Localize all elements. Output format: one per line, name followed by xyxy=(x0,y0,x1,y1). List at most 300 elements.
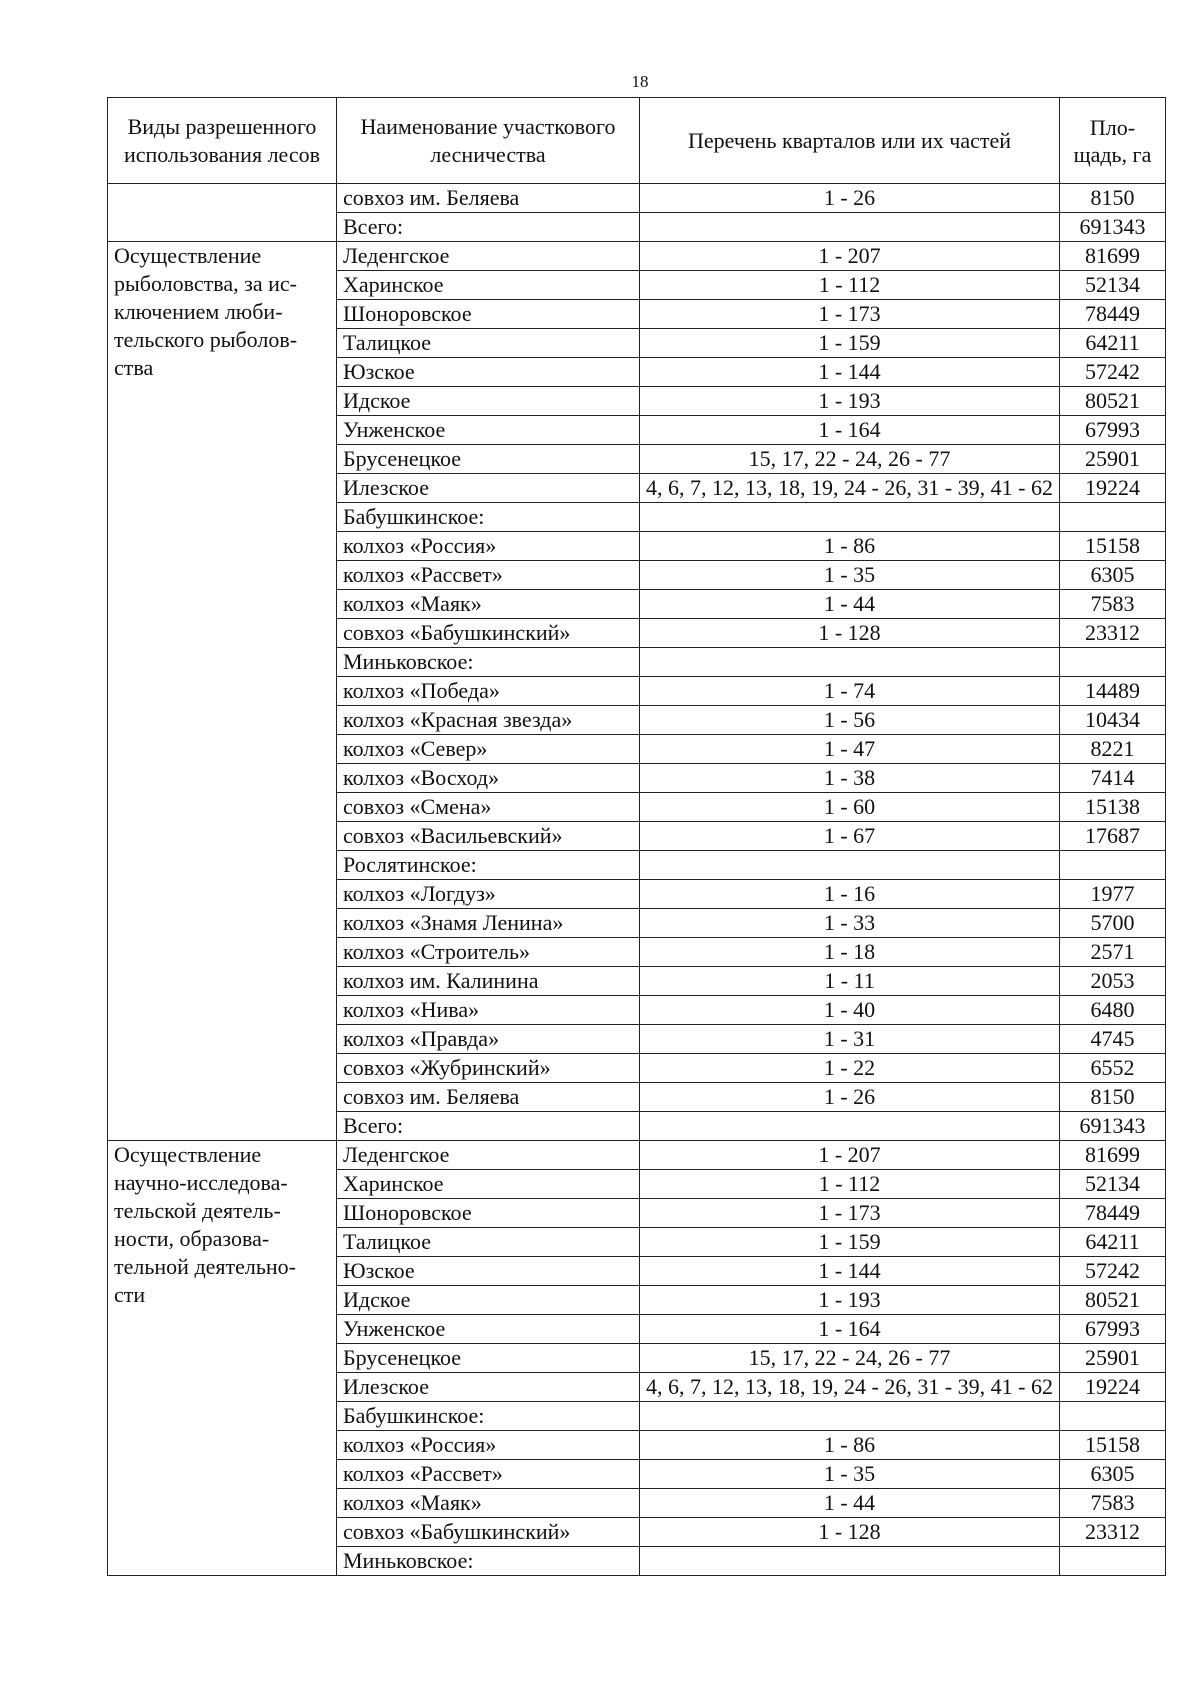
area-text: 2571 xyxy=(1090,939,1135,964)
forestry-name-text: колхоз «Рассвет» xyxy=(343,1461,503,1486)
area-cell xyxy=(1060,590,1166,619)
area-text: 691343 xyxy=(1079,214,1146,239)
area-cell xyxy=(1060,1112,1166,1141)
forestry-name-text: Илезское xyxy=(343,475,429,500)
forestry-name-text: Харинское xyxy=(343,272,444,297)
quarters-text: 1 - 44 xyxy=(823,591,876,616)
area-text: 14489 xyxy=(1085,678,1140,703)
area-cell xyxy=(1060,706,1166,735)
area-text: 7583 xyxy=(1090,1490,1135,1515)
quarters-text: 1 - 35 xyxy=(823,562,876,587)
quarters-text: 1 - 31 xyxy=(823,1026,876,1051)
quarters-text: 15, 17, 22 - 24, 26 - 77 xyxy=(748,446,951,471)
area-cell xyxy=(1060,213,1166,242)
quarters-text: 1 - 112 xyxy=(818,1171,881,1196)
area-cell xyxy=(1060,1199,1166,1228)
quarters-text: 4, 6, 7, 12, 13, 18, 19, 24 - 26, 31 - 39, 41 - 62 xyxy=(646,475,1053,500)
quarters-cell xyxy=(640,1054,1060,1083)
quarters-cell xyxy=(640,967,1060,996)
quarters-cell xyxy=(640,1083,1060,1112)
quarters-text: 1 - 164 xyxy=(818,1316,881,1341)
quarters-text: 1 - 60 xyxy=(823,794,876,819)
quarters-cell xyxy=(640,503,1060,532)
quarters-cell xyxy=(640,271,1060,300)
forestry-name-cell xyxy=(337,1315,640,1344)
area-cell xyxy=(1060,1489,1166,1518)
quarters-cell xyxy=(640,822,1060,851)
forestry-name-cell xyxy=(337,271,640,300)
quarters-text: 1 - 67 xyxy=(823,823,876,848)
quarters-cell xyxy=(640,619,1060,648)
forestry-name-text: Миньковское: xyxy=(343,649,474,674)
area-text: 10434 xyxy=(1085,707,1140,732)
forestry-name-cell xyxy=(337,851,640,880)
area-cell xyxy=(1060,677,1166,706)
quarters-text: 1 - 164 xyxy=(818,417,881,442)
forestry-name-cell xyxy=(337,1373,640,1402)
area-text: 81699 xyxy=(1085,1142,1140,1167)
use-type-line: Осуществление xyxy=(114,243,262,268)
use-type-line: Осуществление xyxy=(114,1142,262,1167)
forestry-name-text: колхоз «Восход» xyxy=(343,765,500,790)
quarters-text: 1 - 159 xyxy=(818,330,881,355)
quarters-cell xyxy=(640,1344,1060,1373)
quarters-cell xyxy=(640,1489,1060,1518)
forestry-name-text: колхоз им. Калинина xyxy=(343,968,539,993)
forestry-name-text: совхоз «Смена» xyxy=(343,794,492,819)
use-type-line: сти xyxy=(114,1282,146,1307)
forestry-name-cell xyxy=(337,184,640,213)
area-text: 6305 xyxy=(1090,1461,1135,1486)
area-text: 2053 xyxy=(1090,968,1135,993)
forestry-name-cell xyxy=(337,1286,640,1315)
table-row xyxy=(108,184,1166,213)
area-text: 15158 xyxy=(1085,1432,1140,1457)
forestry-name-text: совхоз им. Беляева xyxy=(343,185,520,210)
use-type-line: рыболовства, за ис- xyxy=(114,271,297,296)
area-text: 52134 xyxy=(1085,1171,1140,1196)
quarters-cell xyxy=(640,706,1060,735)
forestry-name-text: колхоз «Правда» xyxy=(343,1026,500,1051)
quarters-cell xyxy=(640,1547,1060,1576)
use-type-line: тельской деятель- xyxy=(114,1198,281,1223)
header-forestry: Наименование участкового лесничества xyxy=(337,98,640,184)
area-text: 15158 xyxy=(1085,533,1140,558)
forestry-name-cell xyxy=(337,822,640,851)
area-cell xyxy=(1060,532,1166,561)
area-cell xyxy=(1060,1228,1166,1257)
quarters-cell xyxy=(640,851,1060,880)
forestry-name-cell xyxy=(337,474,640,503)
forestry-name-text: колхоз «Россия» xyxy=(343,533,497,558)
forestry-name-text: колхоз «Маяк» xyxy=(343,1490,482,1515)
forestry-name-text: Унженское xyxy=(343,1316,446,1341)
table-row xyxy=(108,242,1166,271)
area-text: 64211 xyxy=(1085,330,1140,355)
quarters-cell xyxy=(640,938,1060,967)
forestry-name-cell xyxy=(337,1460,640,1489)
forestry-name-text: Талицкое xyxy=(343,330,431,355)
area-cell xyxy=(1060,1460,1166,1489)
quarters-cell xyxy=(640,1199,1060,1228)
quarters-cell xyxy=(640,648,1060,677)
forestry-name-cell xyxy=(337,1228,640,1257)
quarters-cell xyxy=(640,1518,1060,1547)
forestry-name-text: колхоз «Знамя Ленина» xyxy=(343,910,564,935)
quarters-cell xyxy=(640,300,1060,329)
forestry-name-text: колхоз «Север» xyxy=(343,736,488,761)
area-cell xyxy=(1060,1547,1166,1576)
quarters-cell xyxy=(640,358,1060,387)
forestry-name-text: колхоз «Рассвет» xyxy=(343,562,503,587)
area-text: 7414 xyxy=(1090,765,1135,790)
quarters-cell xyxy=(640,735,1060,764)
area-text: 78449 xyxy=(1085,301,1140,326)
area-cell xyxy=(1060,1518,1166,1547)
area-cell xyxy=(1060,793,1166,822)
quarters-cell xyxy=(640,909,1060,938)
area-text: 6480 xyxy=(1090,997,1135,1022)
forestry-name-text: колхоз «Красная звезда» xyxy=(343,707,573,732)
quarters-cell xyxy=(640,532,1060,561)
area-text: 81699 xyxy=(1085,243,1140,268)
quarters-text: 1 - 56 xyxy=(823,707,876,732)
forestry-name-cell xyxy=(337,445,640,474)
forestry-name-text: Всего: xyxy=(343,1113,404,1138)
forestry-name-cell xyxy=(337,503,640,532)
forestry-name-text: совхоз «Бабушкинский» xyxy=(343,620,571,645)
forestry-name-text: совхоз «Васильевский» xyxy=(343,823,563,848)
area-text: 5700 xyxy=(1090,910,1135,935)
quarters-text: 1 - 193 xyxy=(818,1287,881,1312)
area-text: 19224 xyxy=(1085,1374,1140,1399)
forestry-name-text: колхоз «Победа» xyxy=(343,678,500,703)
forestry-name-text: Талицкое xyxy=(343,1229,431,1254)
header-quarters: Перечень кварталов или их частей xyxy=(640,98,1060,184)
area-cell xyxy=(1060,1083,1166,1112)
forestry-name-text: колхоз «Нива» xyxy=(343,997,480,1022)
use-type-line: научно-исследова- xyxy=(114,1170,288,1195)
forestry-name-text: колхоз «Маяк» xyxy=(343,591,482,616)
quarters-text: 1 - 16 xyxy=(823,881,876,906)
quarters-text: 1 - 112 xyxy=(818,272,881,297)
quarters-text: 1 - 86 xyxy=(823,533,876,558)
quarters-text: 1 - 193 xyxy=(818,388,881,413)
area-cell xyxy=(1060,851,1166,880)
quarters-text: 1 - 173 xyxy=(818,1200,881,1225)
forestry-name-text: колхоз «Логдуз» xyxy=(343,881,496,906)
area-text: 67993 xyxy=(1085,417,1140,442)
quarters-text: 1 - 144 xyxy=(818,359,881,384)
quarters-cell xyxy=(640,764,1060,793)
quarters-cell xyxy=(640,474,1060,503)
quarters-cell xyxy=(640,1025,1060,1054)
area-cell xyxy=(1060,1054,1166,1083)
quarters-text: 1 - 26 xyxy=(823,185,876,210)
forestry-name-text: Идское xyxy=(343,1287,411,1312)
quarters-text: 1 - 33 xyxy=(823,910,876,935)
quarters-text: 1 - 40 xyxy=(823,997,876,1022)
forestry-name-cell xyxy=(337,1402,640,1431)
quarters-text: 1 - 26 xyxy=(823,1084,876,1109)
quarters-cell xyxy=(640,1402,1060,1431)
use-type-line: ства xyxy=(114,355,154,380)
area-cell xyxy=(1060,648,1166,677)
quarters-text: 1 - 38 xyxy=(823,765,876,790)
quarters-cell xyxy=(640,184,1060,213)
area-text: 57242 xyxy=(1085,359,1140,384)
forestry-name-cell xyxy=(337,1257,640,1286)
forestry-name-text: совхоз «Бабушкинский» xyxy=(343,1519,571,1544)
forestry-name-cell xyxy=(337,996,640,1025)
quarters-text: 1 - 128 xyxy=(818,1519,881,1544)
forestry-name-cell xyxy=(337,619,640,648)
forestry-name-text: Илезское xyxy=(343,1374,429,1399)
forestry-name-cell xyxy=(337,1489,640,1518)
area-text: 52134 xyxy=(1085,272,1140,297)
area-cell xyxy=(1060,1257,1166,1286)
area-cell xyxy=(1060,329,1166,358)
area-cell xyxy=(1060,561,1166,590)
use-type-cell xyxy=(108,184,337,242)
use-type-cell xyxy=(108,1141,337,1576)
area-cell xyxy=(1060,445,1166,474)
forestry-name-cell xyxy=(337,1170,640,1199)
quarters-cell xyxy=(640,880,1060,909)
quarters-text: 1 - 74 xyxy=(823,678,876,703)
quarters-cell xyxy=(640,445,1060,474)
forestry-name-cell xyxy=(337,532,640,561)
area-text: 6552 xyxy=(1090,1055,1135,1080)
quarters-cell xyxy=(640,416,1060,445)
forestry-name-text: Унженское xyxy=(343,417,446,442)
header-area: Пло-щадь, га xyxy=(1060,98,1166,184)
quarters-text: 1 - 35 xyxy=(823,1461,876,1486)
forestry-name-text: Миньковское: xyxy=(343,1548,474,1573)
area-text: 78449 xyxy=(1085,1200,1140,1225)
area-cell xyxy=(1060,880,1166,909)
forestry-name-cell xyxy=(337,1141,640,1170)
area-cell xyxy=(1060,1315,1166,1344)
use-type-line: ности, образова- xyxy=(114,1226,270,1251)
area-text: 25901 xyxy=(1085,446,1140,471)
forestry-name-cell xyxy=(337,1199,640,1228)
quarters-cell xyxy=(640,1257,1060,1286)
forestry-name-text: Брусенецкое xyxy=(343,446,462,471)
forestry-name-cell xyxy=(337,967,640,996)
forestry-name-cell xyxy=(337,329,640,358)
quarters-text: 1 - 47 xyxy=(823,736,876,761)
forestry-name-text: Харинское xyxy=(343,1171,444,1196)
forestry-name-text: Рослятинское: xyxy=(343,852,477,877)
area-text: 17687 xyxy=(1085,823,1140,848)
quarters-text: 1 - 44 xyxy=(823,1490,876,1515)
quarters-cell xyxy=(640,1286,1060,1315)
forestry-name-cell xyxy=(337,1431,640,1460)
forestry-name-text: Шоноровское xyxy=(343,1200,472,1225)
forestry-name-cell xyxy=(337,590,640,619)
use-type-line: ключением люби- xyxy=(114,299,283,324)
area-cell xyxy=(1060,1025,1166,1054)
forestry-name-cell xyxy=(337,300,640,329)
area-text: 23312 xyxy=(1085,620,1140,645)
area-text: 67993 xyxy=(1085,1316,1140,1341)
forestry-name-text: колхоз «Россия» xyxy=(343,1432,497,1457)
forestry-name-cell xyxy=(337,880,640,909)
quarters-text: 1 - 11 xyxy=(824,968,875,993)
quarters-text: 1 - 207 xyxy=(818,1142,881,1167)
area-cell xyxy=(1060,1141,1166,1170)
quarters-cell xyxy=(640,1141,1060,1170)
area-cell xyxy=(1060,764,1166,793)
area-text: 6305 xyxy=(1090,562,1135,587)
forestry-name-cell xyxy=(337,648,640,677)
area-cell xyxy=(1060,242,1166,271)
area-cell xyxy=(1060,1431,1166,1460)
area-cell xyxy=(1060,300,1166,329)
forestry-name-text: Леденгское xyxy=(343,1142,450,1167)
forestry-name-cell xyxy=(337,1054,640,1083)
page-number: 18 xyxy=(631,72,649,91)
forestry-name-text: Брусенецкое xyxy=(343,1345,462,1370)
area-cell xyxy=(1060,822,1166,851)
area-cell xyxy=(1060,1402,1166,1431)
forestry-name-cell xyxy=(337,242,640,271)
area-cell xyxy=(1060,184,1166,213)
forestry-name-cell xyxy=(337,793,640,822)
forestry-name-text: Леденгское xyxy=(343,243,450,268)
forestry-name-cell xyxy=(337,416,640,445)
forestry-name-text: колхоз «Строитель» xyxy=(343,939,531,964)
forestry-name-cell xyxy=(337,387,640,416)
area-cell xyxy=(1060,996,1166,1025)
quarters-cell xyxy=(640,1228,1060,1257)
forestry-name-text: Юзское xyxy=(343,1258,415,1283)
area-cell xyxy=(1060,1286,1166,1315)
area-text: 57242 xyxy=(1085,1258,1140,1283)
forestry-name-cell xyxy=(337,1518,640,1547)
area-cell xyxy=(1060,1170,1166,1199)
area-text: 64211 xyxy=(1085,1229,1140,1254)
area-text: 25901 xyxy=(1085,1345,1140,1370)
quarters-cell xyxy=(640,1170,1060,1199)
area-cell xyxy=(1060,967,1166,996)
area-cell xyxy=(1060,1344,1166,1373)
area-cell xyxy=(1060,909,1166,938)
forestry-name-cell xyxy=(337,1025,640,1054)
area-text: 691343 xyxy=(1079,1113,1146,1138)
forestry-name-cell xyxy=(337,1083,640,1112)
forestry-name-text: Идское xyxy=(343,388,411,413)
quarters-cell xyxy=(640,1373,1060,1402)
quarters-text: 15, 17, 22 - 24, 26 - 77 xyxy=(748,1345,951,1370)
quarters-cell xyxy=(640,213,1060,242)
quarters-cell xyxy=(640,677,1060,706)
quarters-cell xyxy=(640,387,1060,416)
quarters-text: 1 - 173 xyxy=(818,301,881,326)
area-text: 7583 xyxy=(1090,591,1135,616)
area-text: 8150 xyxy=(1090,1084,1135,1109)
area-cell xyxy=(1060,387,1166,416)
quarters-text: 1 - 207 xyxy=(818,243,881,268)
area-text: 80521 xyxy=(1085,388,1140,413)
area-text: 19224 xyxy=(1085,475,1140,500)
quarters-cell xyxy=(640,1112,1060,1141)
table-row xyxy=(108,1141,1166,1170)
forestry-name-cell xyxy=(337,938,640,967)
area-text: 8150 xyxy=(1090,185,1135,210)
area-text: 1977 xyxy=(1090,881,1135,906)
area-cell xyxy=(1060,358,1166,387)
area-cell xyxy=(1060,619,1166,648)
use-type-cell xyxy=(108,242,337,1141)
area-text: 23312 xyxy=(1085,1519,1140,1544)
forestry-name-text: Бабушкинское: xyxy=(343,504,485,529)
area-cell xyxy=(1060,938,1166,967)
quarters-cell xyxy=(640,793,1060,822)
quarters-text: 1 - 18 xyxy=(823,939,876,964)
area-text: 15138 xyxy=(1085,794,1140,819)
header-use: Виды разрешенного использования лесов xyxy=(108,98,337,184)
forestry-name-cell xyxy=(337,677,640,706)
forestry-name-text: Юзское xyxy=(343,359,415,384)
forestry-name-cell xyxy=(337,764,640,793)
forest-use-table xyxy=(107,97,1166,1576)
area-cell xyxy=(1060,271,1166,300)
area-cell xyxy=(1060,735,1166,764)
forestry-name-cell xyxy=(337,735,640,764)
quarters-cell xyxy=(640,242,1060,271)
forestry-name-text: совхоз «Жубринский» xyxy=(343,1055,551,1080)
table-header-row xyxy=(108,98,1166,184)
quarters-cell xyxy=(640,561,1060,590)
forestry-name-text: Шоноровское xyxy=(343,301,472,326)
area-cell xyxy=(1060,474,1166,503)
forestry-name-cell xyxy=(337,1112,640,1141)
forestry-name-text: совхоз им. Беляева xyxy=(343,1084,520,1109)
area-cell xyxy=(1060,503,1166,532)
forestry-name-cell xyxy=(337,1547,640,1576)
quarters-text: 1 - 22 xyxy=(823,1055,876,1080)
forestry-name-text: Всего: xyxy=(343,214,404,239)
forestry-name-cell xyxy=(337,706,640,735)
forestry-name-cell xyxy=(337,909,640,938)
area-text: 80521 xyxy=(1085,1287,1140,1312)
quarters-cell xyxy=(640,1315,1060,1344)
area-text: 8221 xyxy=(1090,736,1135,761)
quarters-text: 4, 6, 7, 12, 13, 18, 19, 24 - 26, 31 - 39, 41 - 62 xyxy=(646,1374,1053,1399)
quarters-cell xyxy=(640,590,1060,619)
quarters-cell xyxy=(640,1431,1060,1460)
area-cell xyxy=(1060,416,1166,445)
quarters-text: 1 - 144 xyxy=(818,1258,881,1283)
quarters-text: 1 - 128 xyxy=(818,620,881,645)
area-text: 4745 xyxy=(1090,1026,1135,1051)
forestry-name-cell xyxy=(337,561,640,590)
quarters-text: 1 - 159 xyxy=(818,1229,881,1254)
forestry-name-cell xyxy=(337,1344,640,1373)
quarters-cell xyxy=(640,1460,1060,1489)
forestry-name-cell xyxy=(337,213,640,242)
use-type-line: тельского рыболов- xyxy=(114,327,298,352)
forestry-name-text: Бабушкинское: xyxy=(343,1403,485,1428)
use-type-line: тельной деятельно- xyxy=(114,1254,297,1279)
quarters-text: 1 - 86 xyxy=(823,1432,876,1457)
quarters-cell xyxy=(640,329,1060,358)
area-cell xyxy=(1060,1373,1166,1402)
forestry-name-cell xyxy=(337,358,640,387)
quarters-cell xyxy=(640,996,1060,1025)
